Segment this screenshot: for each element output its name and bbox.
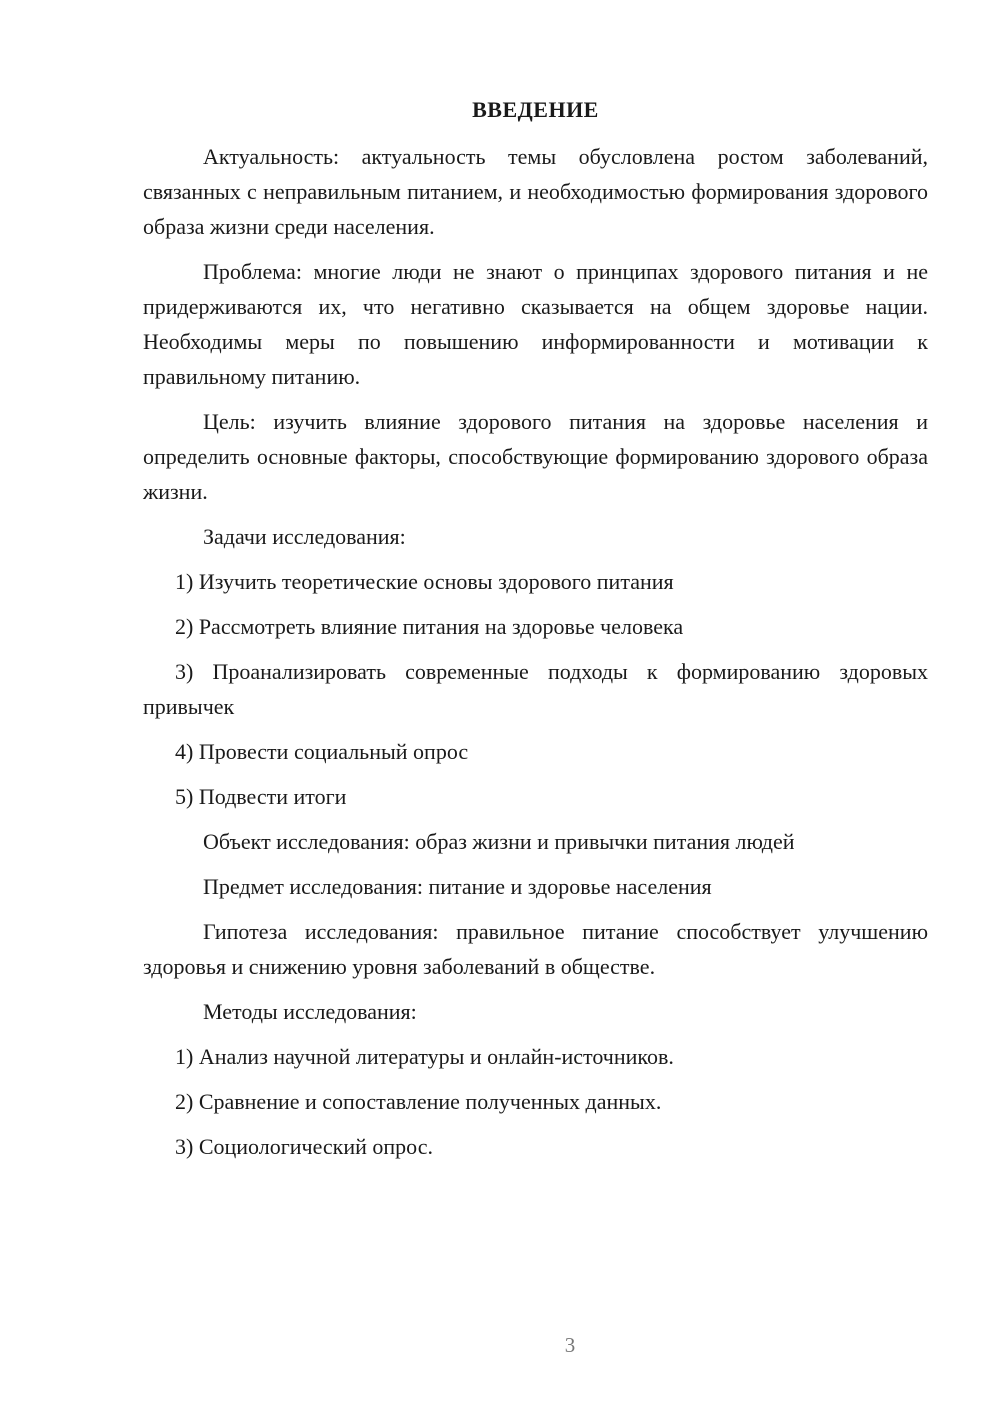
- task-item-2: 2) Рассмотреть влияние питания на здоровье человека: [175, 614, 684, 639]
- hypothesis-paragraph: Гипотеза исследования: правильное питание способствует улучшению здоровья и снижению уровня заболеваний в обществе.: [143, 919, 928, 979]
- task-item-4: 4) Провести социальный опрос: [175, 739, 469, 764]
- document-body: [143, 92, 928, 1174]
- methods-heading: Методы исследования:: [203, 999, 417, 1024]
- method-item-3: 3) Социологический опрос.: [175, 1134, 433, 1159]
- goal-paragraph: Цель: изучить влияние здорового питания на здоровье населения и определить основные факторы, способствующие формированию здорового образа жизни.: [143, 409, 928, 504]
- method-item-1: 1) Анализ научной литературы и онлайн-источников.: [175, 1044, 674, 1069]
- object-paragraph: Объект исследования: образ жизни и привычки питания людей: [203, 829, 795, 854]
- page-title: ВВЕДЕНИЕ: [472, 97, 599, 122]
- problem-paragraph: Проблема: многие люди не знают о принципах здорового питания и не придерживаются их, что негативно сказывается на общем здоровье нации. Необходимы меры по повышению информированности и мотивации к правильному питанию.: [143, 259, 928, 389]
- task-item-5: 5) Подвести итоги: [175, 784, 347, 809]
- task-item-3: 3) Проанализировать современные подходы к формированию здоровых привычек: [143, 659, 928, 719]
- page-number: 3: [564, 1333, 576, 1357]
- method-item-2: 2) Сравнение и сопоставление полученных данных.: [175, 1089, 662, 1114]
- task-item-1: 1) Изучить теоретические основы здорового питания: [175, 569, 674, 594]
- relevance-paragraph: Актуальность: актуальность темы обусловлена ростом заболеваний, связанных с неправильным питанием, и необходимостью формирования здорового образа жизни среди населения.: [143, 144, 928, 239]
- tasks-heading: Задачи исследования:: [203, 524, 406, 549]
- subject-paragraph: Предмет исследования: питание и здоровье населения: [203, 874, 712, 899]
